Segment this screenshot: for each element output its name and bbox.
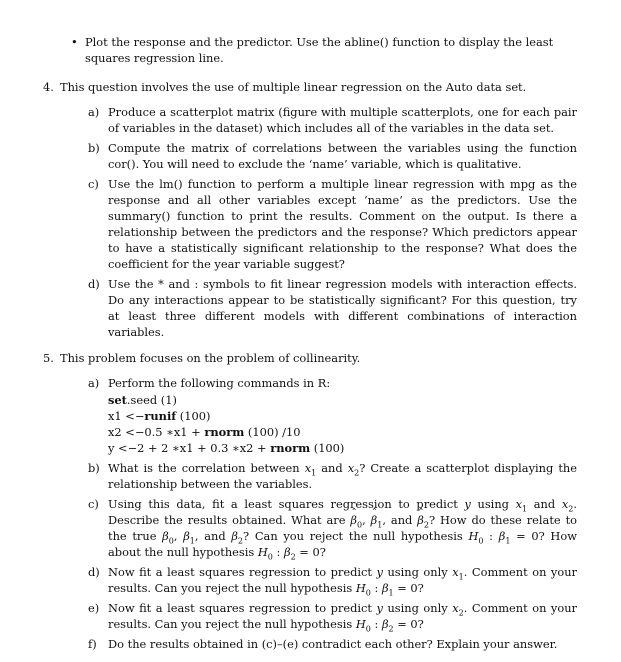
code-text: .seed (1) — [126, 393, 177, 407]
question-5-part-e — [60, 600, 577, 632]
part-label: a) — [88, 376, 100, 390]
part-label: c) — [88, 177, 99, 191]
question-5-part-a — [60, 375, 577, 456]
part-text: Now fit a least squares regression to predict y using only $x_1$. Comment on your results. Can you reject the null hypothesis $H_0$ : $\beta_1 = 0$? — [108, 565, 577, 598]
code-line-2 — [108, 408, 577, 424]
part-label: b) — [88, 461, 100, 475]
code-text: y <−2 + 2 ∗x1 + 0.3 ∗x2 + — [108, 441, 271, 455]
bullet-item — [40, 34, 577, 66]
question-5-text: This problem focuses on the problem of collinearity. — [60, 351, 361, 365]
part-text: Using this data, fit a least squares regression to predict y using $x_1$ and $x_2$. Describe the results obtained. What are ˆ $\beta_0$, ˆ $\beta_1$, and ˆ $\beta_2$? How do these relate to the true $\beta_0$, $\beta_1$, and $\beta_2$? Can you reject the null hypothesis $H_0$ : $\beta_1 = 0$? How about the null hypothesis $H_0$ : $\beta_2 = 0$? — [108, 497, 577, 559]
part-label: d) — [88, 565, 100, 579]
code-line-1 — [108, 392, 577, 408]
r-code-block — [108, 392, 577, 456]
bullet-dot: • — [71, 35, 78, 49]
question-5-number: 5. — [43, 351, 54, 365]
question-5-part-c — [60, 496, 577, 560]
part-text: Now fit a least squares regression to predict y using only $x_2$. Comment on your results. Can you reject the null hypothesis $H_0$ : $\beta_2 = 0$? — [108, 601, 577, 634]
bullet-text: Plot the response and the predictor. Use the abline() function to display the least squares regression line. — [85, 35, 554, 65]
part-text: What is the correlation between $x_1$ and $x_2$? Create a scatterplot displaying the relationship between the variables. — [108, 461, 577, 491]
question-5-part-f — [60, 636, 577, 652]
part-text: Do the results obtained in (c)–(e) contradict each other? Explain your answer. — [108, 637, 558, 651]
code-keyword: rnorm — [204, 425, 245, 439]
code-text: (100) — [176, 409, 211, 423]
part-text: Use the lm() function to perform a multiple linear regression with mpg as the response and all other variables except ‘name’ as the predictors. Use the summary() function to print the results. Comment on the output. Is there a relationship between the predictors and the response? Which predictors appear to have a statistically significant relationship to the response? What does the coefficient for the year variable suggest? — [108, 177, 577, 271]
part-label: b) — [88, 141, 100, 155]
part-label: e) — [88, 601, 100, 615]
code-line-4 — [108, 440, 577, 456]
code-text: x2 <−0.5 ∗x1 + — [108, 425, 205, 439]
part-label: f) — [88, 637, 97, 651]
part-text: Produce a scatterplot matrix (figure with multiple scatterplots, one for each pair of variables in the dataset) which includes all of the variables in the data set. — [108, 105, 577, 135]
part-label: a) — [88, 105, 100, 119]
code-keyword: rnorm — [270, 441, 311, 455]
question-4-part-d — [60, 276, 577, 340]
code-keyword: set — [108, 393, 127, 407]
question-4 — [40, 79, 577, 340]
question-5-part-d — [60, 564, 577, 596]
part-text: Compute the matrix of correlations between the variables using the function cor(). You will need to exclude the ‘name’ variable, which is qualitative. — [108, 141, 577, 171]
question-4-part-a — [60, 104, 577, 136]
question-4-part-c — [60, 176, 577, 272]
part-label: d) — [88, 277, 100, 291]
part-text: Perform the following commands in R: — [108, 376, 331, 390]
code-text: (100) /10 — [244, 425, 301, 439]
code-text: x1 <− — [108, 409, 145, 423]
code-line-3 — [108, 424, 577, 440]
question-5-part-b — [60, 460, 577, 492]
code-text: (100) — [310, 441, 345, 455]
code-keyword: runif — [144, 409, 177, 423]
question-4-part-b — [60, 140, 577, 172]
part-label: c) — [88, 497, 99, 511]
question-5 — [40, 350, 577, 652]
question-4-number: 4. — [43, 80, 54, 94]
question-4-text: This question involves the use of multiple linear regression on the Auto data set. — [60, 80, 527, 94]
part-text: Use the * and : symbols to fit linear regression models with interaction effects. Do any interactions appear to be statistically significant? For this question, try at least three different models with different combinations of interaction variables. — [108, 277, 577, 339]
